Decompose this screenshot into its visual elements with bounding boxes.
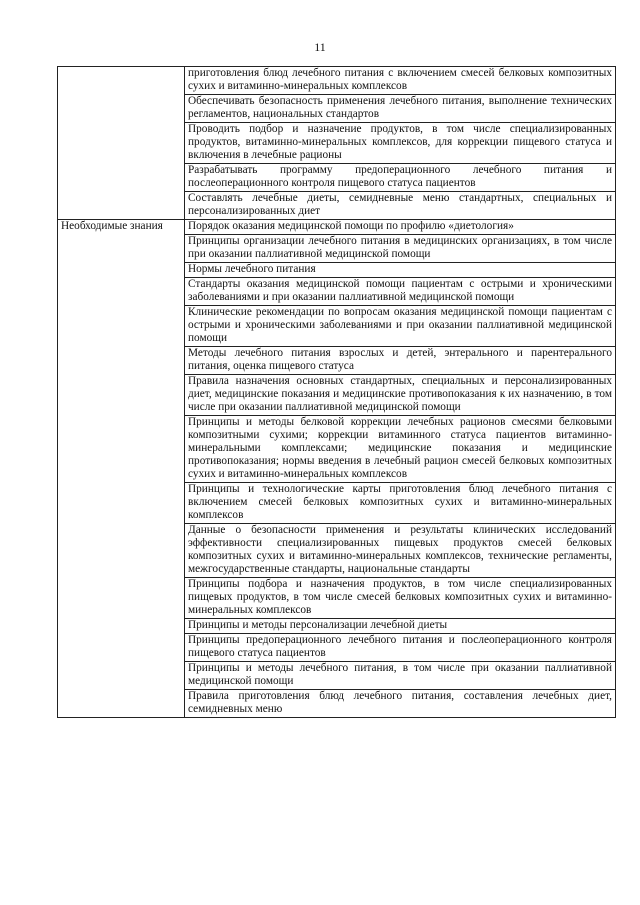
skills-label-cell — [58, 67, 185, 220]
page-number: 11 — [314, 40, 326, 54]
skill-item: Разрабатывать программу предоперационного лечебного питания и послеоперационного контроля пищевого статуса пациентов — [185, 164, 616, 192]
knowledge-item: Нормы лечебного питания — [185, 263, 616, 278]
table-row — [58, 67, 616, 95]
knowledge-item: Правила приготовления блюд лечебного питания, составления лечебных диет, семидневных меню — [185, 690, 616, 718]
competency-table — [57, 66, 616, 718]
knowledge-item: Принципы и методы белковой коррекции лечебных рационов смесями белковыми композитными сухими; коррекции витаминного статуса пациентов витаминно-минеральными комплексами; медицинские показания и медицинские противопоказания; нормы введения в лечебный рацион смесей белковых композитных сухих и витаминно-минеральных комплексов — [185, 416, 616, 483]
knowledge-item: Данные о безопасности применения и результаты клинических исследований эффективности специализированных пищевых продуктов смесей белковых композитных сухих и витаминно-минеральных комплексов, технические регламенты, межгосударственные стандарты, национальные стандарты — [185, 524, 616, 578]
knowledge-item: Порядок оказания медицинской помощи по профилю «диетология» — [185, 220, 616, 235]
knowledge-item: Клинические рекомендации по вопросам оказания медицинской помощи пациентам с острыми и хроническими заболеваниями и при оказании паллиативной медицинской помощи — [185, 306, 616, 347]
knowledge-item: Стандарты оказания медицинской помощи пациентам с острыми и хроническими заболеваниями и при оказании паллиативной медицинской помощи — [185, 278, 616, 306]
knowledge-item: Принципы подбора и назначения продуктов, в том числе специализированных пищевых продуктов, в том числе смесей белковых композитных сухих и витаминно-минеральных комплексов — [185, 578, 616, 619]
skill-item: Проводить подбор и назначение продуктов, в том числе специализированных продуктов, витаминно-минеральных комплексов, для коррекции пищевого статуса и включения в лечебные рационы — [185, 123, 616, 164]
knowledge-item: Принципы организации лечебного питания в медицинских организациях, в том числе при оказании паллиативной медицинской помощи — [185, 235, 616, 263]
skill-item: приготовления блюд лечебного питания с включением смесей белковых композитных сухих и витаминно-минеральных комплексов — [185, 67, 616, 95]
skill-item: Обеспечивать безопасность применения лечебного питания, выполнение технических регламентов, национальных стандартов — [185, 95, 616, 123]
skill-item: Составлять лечебные диеты, семидневные меню стандартных, специальных и персонализированных диет — [185, 192, 616, 220]
table-row — [58, 220, 616, 235]
knowledge-item: Правила назначения основных стандартных, специальных и персонализированных диет, медицинские показания и медицинские противопоказания к их назначению, в том числе при оказании паллиативной медицинской помощи — [185, 375, 616, 416]
knowledge-item: Принципы и технологические карты приготовления блюд лечебного питания с включением смесей белковых композитных сухих и витаминно-минеральных комплексов — [185, 483, 616, 524]
table-body — [58, 67, 616, 718]
knowledge-item: Принципы и методы лечебного питания, в том числе при оказании паллиативной медицинской помощи — [185, 662, 616, 690]
knowledge-item: Принципы предоперационного лечебного питания и послеоперационного контроля пищевого статуса пациентов — [185, 634, 616, 662]
knowledge-label: Необходимые знания — [58, 220, 185, 718]
knowledge-item: Методы лечебного питания взрослых и детей, энтерального и парентерального питания, оценка пищевого статуса — [185, 347, 616, 375]
knowledge-item: Принципы и методы персонализации лечебной диеты — [185, 619, 616, 634]
